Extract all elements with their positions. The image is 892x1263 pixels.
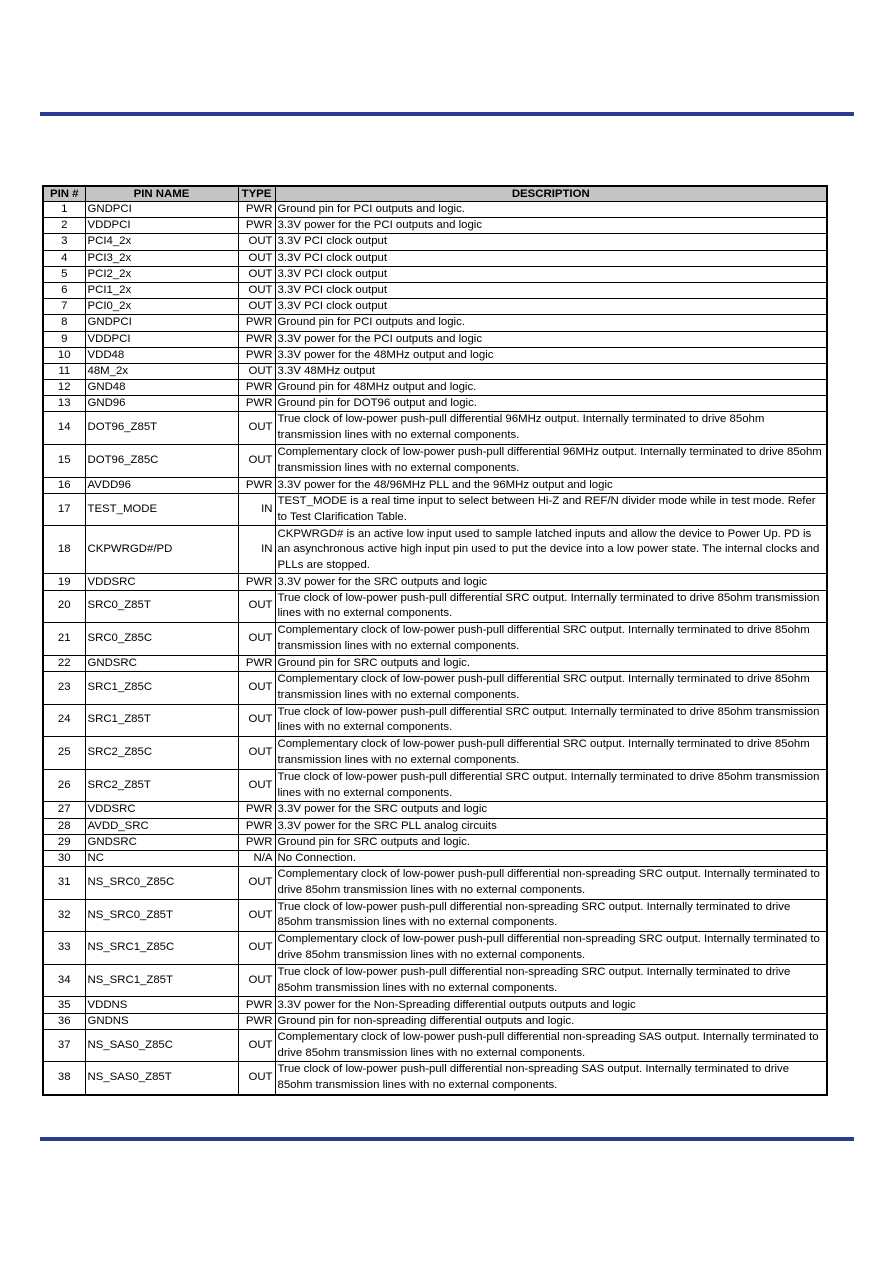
pin-name-cell: PCI1_2x	[85, 282, 238, 298]
table-row	[43, 218, 827, 234]
pin-type-cell: PWR	[238, 997, 275, 1013]
table-row	[43, 331, 827, 347]
pin-type-cell: OUT	[238, 737, 275, 770]
header-pin-number: PIN #	[43, 186, 85, 202]
pin-type-cell: PWR	[238, 574, 275, 590]
pin-name-cell: 48M_2x	[85, 363, 238, 379]
pin-type-cell: PWR	[238, 655, 275, 671]
pin-description-cell: Complementary clock of low-power push-pull differential non-spreading SRC output. Internally terminated to drive 85ohm transmission lines with no external components.	[275, 932, 827, 965]
pin-type-cell: N/A	[238, 850, 275, 866]
table-row	[43, 445, 827, 478]
pin-number-cell: 29	[43, 834, 85, 850]
pin-number-cell: 22	[43, 655, 85, 671]
pin-type-cell: OUT	[238, 445, 275, 478]
pin-description-cell: 3.3V PCI clock output	[275, 250, 827, 266]
pin-name-cell: NS_SAS0_Z85C	[85, 1029, 238, 1062]
pin-type-cell: OUT	[238, 671, 275, 704]
pin-description-cell: 3.3V power for the 48MHz output and logic	[275, 347, 827, 363]
pin-type-cell: PWR	[238, 202, 275, 218]
table-row	[43, 1062, 827, 1095]
pin-description-cell: 3.3V power for the 48/96MHz PLL and the 96MHz output and logic	[275, 477, 827, 493]
header-pin-name: PIN NAME	[85, 186, 238, 202]
pin-number-cell: 26	[43, 769, 85, 802]
pin-description-cell: 3.3V power for the SRC PLL analog circuits	[275, 818, 827, 834]
pin-number-cell: 20	[43, 590, 85, 623]
pin-type-cell: OUT	[238, 623, 275, 656]
table-row	[43, 250, 827, 266]
pin-description-cell: Ground pin for SRC outputs and logic.	[275, 834, 827, 850]
pin-type-cell: OUT	[238, 234, 275, 250]
pin-description-cell: Complementary clock of low-power push-pull differential SRC output. Internally terminated to drive 85ohm transmission lines with no external components.	[275, 737, 827, 770]
pin-name-cell: SRC0_Z85C	[85, 623, 238, 656]
pin-number-cell: 13	[43, 396, 85, 412]
pin-name-cell: SRC2_Z85T	[85, 769, 238, 802]
pin-description-cell: 3.3V PCI clock output	[275, 266, 827, 282]
pin-name-cell: VDDPCI	[85, 218, 238, 234]
table-row	[43, 347, 827, 363]
pin-name-cell: GNDSRC	[85, 834, 238, 850]
pin-number-cell: 25	[43, 737, 85, 770]
pin-type-cell: OUT	[238, 1029, 275, 1062]
pin-name-cell: SRC1_Z85C	[85, 671, 238, 704]
pin-description-cell: Ground pin for 48MHz output and logic.	[275, 380, 827, 396]
pin-number-cell: 21	[43, 623, 85, 656]
pin-number-cell: 8	[43, 315, 85, 331]
pin-name-cell: PCI4_2x	[85, 234, 238, 250]
table-row	[43, 802, 827, 818]
pin-type-cell: OUT	[238, 299, 275, 315]
pin-type-cell: OUT	[238, 964, 275, 997]
pin-type-cell: PWR	[238, 331, 275, 347]
pin-number-cell: 7	[43, 299, 85, 315]
pin-description-cell: 3.3V power for the PCI outputs and logic	[275, 331, 827, 347]
pin-type-cell: PWR	[238, 396, 275, 412]
pin-description-cell: 3.3V power for the SRC outputs and logic	[275, 574, 827, 590]
pin-type-cell: OUT	[238, 590, 275, 623]
pin-type-cell: OUT	[238, 266, 275, 282]
pin-type-cell: PWR	[238, 347, 275, 363]
table-row	[43, 412, 827, 445]
pin-number-cell: 30	[43, 850, 85, 866]
pin-type-cell: OUT	[238, 769, 275, 802]
table-row	[43, 493, 827, 526]
pin-description-cell: True clock of low-power push-pull differential non-spreading SAS output. Internally terminated to drive 85ohm transmission lines with no external components.	[275, 1062, 827, 1095]
pin-name-cell: SRC1_Z85T	[85, 704, 238, 737]
pin-description-cell: True clock of low-power push-pull differential SRC output. Internally terminated to drive 85ohm transmission lines with no external components.	[275, 769, 827, 802]
pin-name-cell: NS_SRC1_Z85T	[85, 964, 238, 997]
footer-rule	[40, 1137, 854, 1141]
pin-name-cell: VDDSRC	[85, 802, 238, 818]
pin-number-cell: 23	[43, 671, 85, 704]
pin-name-cell: DOT96_Z85C	[85, 445, 238, 478]
pin-name-cell: NS_SAS0_Z85T	[85, 1062, 238, 1095]
table-row	[43, 380, 827, 396]
table-row	[43, 899, 827, 932]
pin-number-cell: 34	[43, 964, 85, 997]
pin-type-cell: OUT	[238, 867, 275, 900]
pin-type-cell: PWR	[238, 802, 275, 818]
table-row	[43, 997, 827, 1013]
pin-number-cell: 18	[43, 526, 85, 574]
table-row	[43, 202, 827, 218]
pin-type-cell: OUT	[238, 250, 275, 266]
pin-type-cell: PWR	[238, 477, 275, 493]
pin-name-cell: PCI3_2x	[85, 250, 238, 266]
pin-description-cell: TEST_MODE is a real time input to select between Hi-Z and REF/N divider mode while in test mode. Refer to Test Clarification Table.	[275, 493, 827, 526]
table-body	[43, 202, 827, 1096]
table-row	[43, 623, 827, 656]
pin-number-cell: 31	[43, 867, 85, 900]
pin-number-cell: 32	[43, 899, 85, 932]
pin-description-cell: True clock of low-power push-pull differential 96MHz output. Internally terminated to drive 85ohm transmission lines with no external components.	[275, 412, 827, 445]
pin-description-cell: Ground pin for DOT96 output and logic.	[275, 396, 827, 412]
pin-number-cell: 33	[43, 932, 85, 965]
pin-description-cell: 3.3V power for the SRC outputs and logic	[275, 802, 827, 818]
pin-number-cell: 15	[43, 445, 85, 478]
pin-type-cell: OUT	[238, 704, 275, 737]
pin-number-cell: 5	[43, 266, 85, 282]
pin-type-cell: OUT	[238, 899, 275, 932]
pin-description-cell: 3.3V PCI clock output	[275, 234, 827, 250]
pin-number-cell: 12	[43, 380, 85, 396]
table-row	[43, 850, 827, 866]
table-row	[43, 1029, 827, 1062]
table-row	[43, 737, 827, 770]
table-row	[43, 964, 827, 997]
pin-number-cell: 10	[43, 347, 85, 363]
table-row	[43, 704, 827, 737]
pin-name-cell: GNDSRC	[85, 655, 238, 671]
pin-description-cell: Ground pin for PCI outputs and logic.	[275, 202, 827, 218]
pin-description-cell: CKPWRGD# is an active low input used to sample latched inputs and allow the device to Power Up. PD is an asynchronous active high input pin used to put the device into a low power state. The internal clocks and PLLs are stopped.	[275, 526, 827, 574]
table-row	[43, 315, 827, 331]
pin-description-cell: Complementary clock of low-power push-pull differential SRC output. Internally terminated to drive 85ohm transmission lines with no external components.	[275, 671, 827, 704]
pin-name-cell: SRC2_Z85C	[85, 737, 238, 770]
pin-description-table	[42, 185, 828, 1096]
pin-type-cell: OUT	[238, 363, 275, 379]
pin-name-cell: SRC0_Z85T	[85, 590, 238, 623]
pin-type-cell: IN	[238, 493, 275, 526]
pin-number-cell: 37	[43, 1029, 85, 1062]
header-description: DESCRIPTION	[275, 186, 827, 202]
table-row	[43, 834, 827, 850]
pin-name-cell: PCI2_2x	[85, 266, 238, 282]
pin-number-cell: 3	[43, 234, 85, 250]
pin-number-cell: 36	[43, 1013, 85, 1029]
pin-name-cell: VDDSRC	[85, 574, 238, 590]
pin-type-cell: PWR	[238, 818, 275, 834]
pin-type-cell: PWR	[238, 834, 275, 850]
pin-description-cell: 3.3V power for the PCI outputs and logic	[275, 218, 827, 234]
pin-description-cell: 3.3V 48MHz output	[275, 363, 827, 379]
table-row	[43, 396, 827, 412]
pin-description-cell: True clock of low-power push-pull differential non-spreading SRC output. Internally terminated to drive 85ohm transmission lines with no external components.	[275, 964, 827, 997]
pin-type-cell: IN	[238, 526, 275, 574]
table-row	[43, 266, 827, 282]
pin-type-cell: OUT	[238, 932, 275, 965]
pin-number-cell: 9	[43, 331, 85, 347]
pin-type-cell: PWR	[238, 1013, 275, 1029]
table-row	[43, 590, 827, 623]
table-row	[43, 477, 827, 493]
pin-description-cell: True clock of low-power push-pull differential SRC output. Internally terminated to drive 85ohm transmission lines with no external components.	[275, 590, 827, 623]
pin-description-cell: 3.3V PCI clock output	[275, 299, 827, 315]
header-type: TYPE	[238, 186, 275, 202]
table-row	[43, 867, 827, 900]
pin-description-cell: Ground pin for non-spreading differential outputs and logic.	[275, 1013, 827, 1029]
pin-description-cell: No Connection.	[275, 850, 827, 866]
pin-name-cell: GNDNS	[85, 1013, 238, 1029]
pin-name-cell: TEST_MODE	[85, 493, 238, 526]
pin-description-cell: True clock of low-power push-pull differential non-spreading SRC output. Internally terminated to drive 85ohm transmission lines with no external components.	[275, 899, 827, 932]
pin-number-cell: 19	[43, 574, 85, 590]
pin-number-cell: 11	[43, 363, 85, 379]
pin-type-cell: OUT	[238, 282, 275, 298]
pin-number-cell: 28	[43, 818, 85, 834]
pin-name-cell: NS_SRC0_Z85T	[85, 899, 238, 932]
pin-description-cell: True clock of low-power push-pull differential SRC output. Internally terminated to drive 85ohm transmission lines with no external components.	[275, 704, 827, 737]
pin-name-cell: GND96	[85, 396, 238, 412]
table-row	[43, 1013, 827, 1029]
pin-name-cell: GNDPCI	[85, 315, 238, 331]
pin-name-cell: AVDD_SRC	[85, 818, 238, 834]
pin-description-cell: Complementary clock of low-power push-pull differential SRC output. Internally terminated to drive 85ohm transmission lines with no external components.	[275, 623, 827, 656]
pin-description-cell: Complementary clock of low-power push-pull differential non-spreading SRC output. Internally terminated to drive 85ohm transmission lines with no external components.	[275, 867, 827, 900]
pin-name-cell: CKPWRGD#/PD	[85, 526, 238, 574]
pin-name-cell: PCI0_2x	[85, 299, 238, 315]
table-row	[43, 932, 827, 965]
pin-type-cell: PWR	[238, 218, 275, 234]
table-row	[43, 818, 827, 834]
pin-number-cell: 16	[43, 477, 85, 493]
pin-name-cell: NS_SRC0_Z85C	[85, 867, 238, 900]
pin-name-cell: AVDD96	[85, 477, 238, 493]
table-row	[43, 526, 827, 574]
table-row	[43, 671, 827, 704]
table-row	[43, 282, 827, 298]
pin-type-cell: OUT	[238, 412, 275, 445]
pin-number-cell: 38	[43, 1062, 85, 1095]
pin-number-cell: 17	[43, 493, 85, 526]
pin-number-cell: 27	[43, 802, 85, 818]
pin-description-cell: Ground pin for PCI outputs and logic.	[275, 315, 827, 331]
pin-number-cell: 14	[43, 412, 85, 445]
pin-number-cell: 1	[43, 202, 85, 218]
pin-name-cell: GND48	[85, 380, 238, 396]
pin-name-cell: NC	[85, 850, 238, 866]
pin-number-cell: 2	[43, 218, 85, 234]
pin-description-cell: 3.3V power for the Non-Spreading differential outputs outputs and logic	[275, 997, 827, 1013]
pin-name-cell: NS_SRC1_Z85C	[85, 932, 238, 965]
pin-name-cell: VDD48	[85, 347, 238, 363]
pin-number-cell: 4	[43, 250, 85, 266]
pin-type-cell: OUT	[238, 1062, 275, 1095]
table-row	[43, 769, 827, 802]
table-row	[43, 234, 827, 250]
pin-type-cell: PWR	[238, 380, 275, 396]
pin-description-cell: 3.3V PCI clock output	[275, 282, 827, 298]
pin-description-cell: Complementary clock of low-power push-pull differential 96MHz output. Internally terminated to drive 85ohm transmission lines with no external components.	[275, 445, 827, 478]
pin-name-cell: VDDNS	[85, 997, 238, 1013]
table-header-row	[43, 186, 827, 202]
pin-description-cell: Ground pin for SRC outputs and logic.	[275, 655, 827, 671]
pin-name-cell: DOT96_Z85T	[85, 412, 238, 445]
pin-number-cell: 6	[43, 282, 85, 298]
table-row	[43, 574, 827, 590]
pin-type-cell: PWR	[238, 315, 275, 331]
pin-name-cell: VDDPCI	[85, 331, 238, 347]
table-row	[43, 299, 827, 315]
pin-name-cell: GNDPCI	[85, 202, 238, 218]
table-row	[43, 363, 827, 379]
header-rule	[40, 112, 854, 116]
pin-number-cell: 35	[43, 997, 85, 1013]
pin-description-cell: Complementary clock of low-power push-pull differential non-spreading SAS output. Internally terminated to drive 85ohm transmission lines with no external components.	[275, 1029, 827, 1062]
table-row	[43, 655, 827, 671]
pin-number-cell: 24	[43, 704, 85, 737]
